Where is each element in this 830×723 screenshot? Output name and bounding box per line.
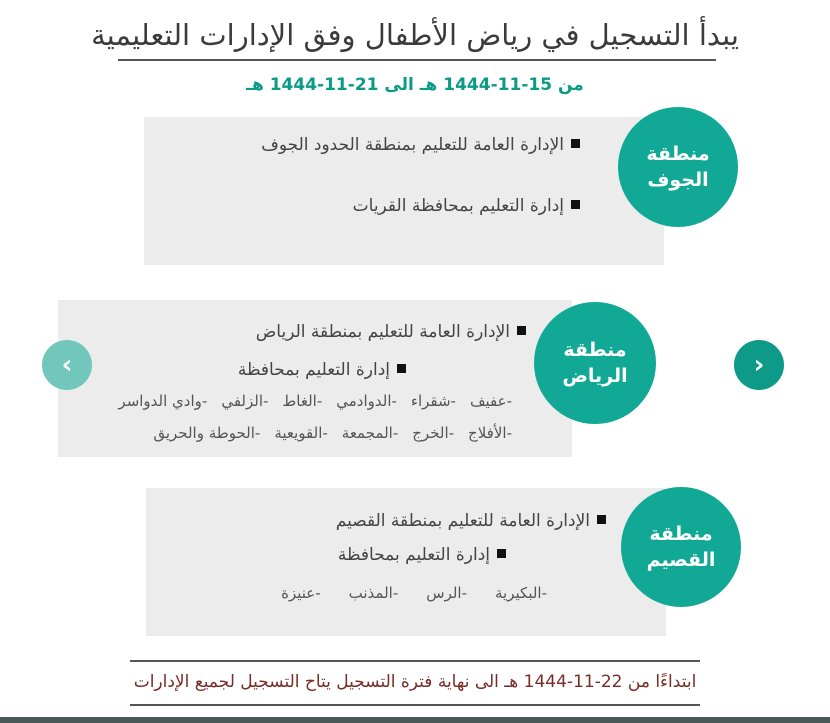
governorate-list (139, 424, 512, 442)
bullet-icon (497, 549, 506, 558)
bullet-icon (597, 515, 606, 524)
page-title: يبدأ التسجيل في رياض الأطفال وفق الإدارات التعليمية (91, 18, 739, 52)
region-circle-riyadh: منطقة الرياض (534, 302, 656, 424)
footer-note: ابتداءًا من 22-11-1444 هـ الى نهاية فترة التسجيل يتاح التسجيل لجميع الإدارات (133, 672, 697, 692)
governorate-item: -الدوادمي (336, 392, 397, 410)
governorate-item: -الخرج (412, 424, 455, 442)
bottom-bar (0, 717, 830, 723)
governorate-item: -الزلفي (221, 392, 269, 410)
governorate-item: -القويعية (274, 424, 328, 442)
footer-line-bottom (130, 704, 700, 706)
footer-line-top (130, 660, 700, 662)
chevron-left-icon: › (61, 350, 73, 380)
registration-dates: من 15-11-1444 هـ الى 21-11-1444 هـ (246, 75, 584, 95)
governorate-list (267, 584, 547, 602)
governorate-item: -وادي الدواسر (118, 392, 208, 410)
carousel-next-button[interactable] (734, 340, 784, 390)
bullet-icon (571, 200, 580, 209)
list-item: الإدارة العامة للتعليم بمنطقة الرياض (150, 322, 526, 342)
region-circle-jouf: منطقة الجوف (618, 107, 738, 227)
governorate-item: -الحوطة والحريق (153, 424, 261, 442)
governorate-item: -شقراء (410, 392, 456, 410)
governorate-item: -المجمعة (341, 424, 399, 442)
title-underline (118, 59, 716, 61)
governorate-item: -الأفلاج (468, 424, 512, 442)
carousel-prev-button[interactable] (42, 340, 92, 390)
bullet-icon (571, 139, 580, 148)
governorate-item: -الغاط (282, 392, 323, 410)
governorate-item: -الرس (426, 584, 468, 602)
region-circle-qassim: منطقة القصيم (621, 487, 741, 607)
list-item: إدارة التعليم بمحافظة (150, 360, 406, 380)
bullet-icon (517, 326, 526, 335)
list-item: الإدارة العامة للتعليم بمنطقة الحدود الجوف (225, 135, 580, 156)
bullet-icon (397, 364, 406, 373)
chevron-right-icon: ‹ (753, 350, 765, 380)
list-item: إدارة التعليم بمحافظة القريات (225, 196, 580, 216)
governorate-item: -المذنب (348, 584, 399, 602)
governorate-item: -عنيزة (281, 584, 321, 602)
governorate-list (104, 392, 512, 410)
list-item: الإدارة العامة للتعليم بمنطقة القصيم (230, 511, 606, 531)
governorate-item: -البكيرية (495, 584, 547, 602)
governorate-item: -عفيف (469, 392, 512, 410)
list-item: إدارة التعليم بمحافظة (250, 545, 506, 565)
